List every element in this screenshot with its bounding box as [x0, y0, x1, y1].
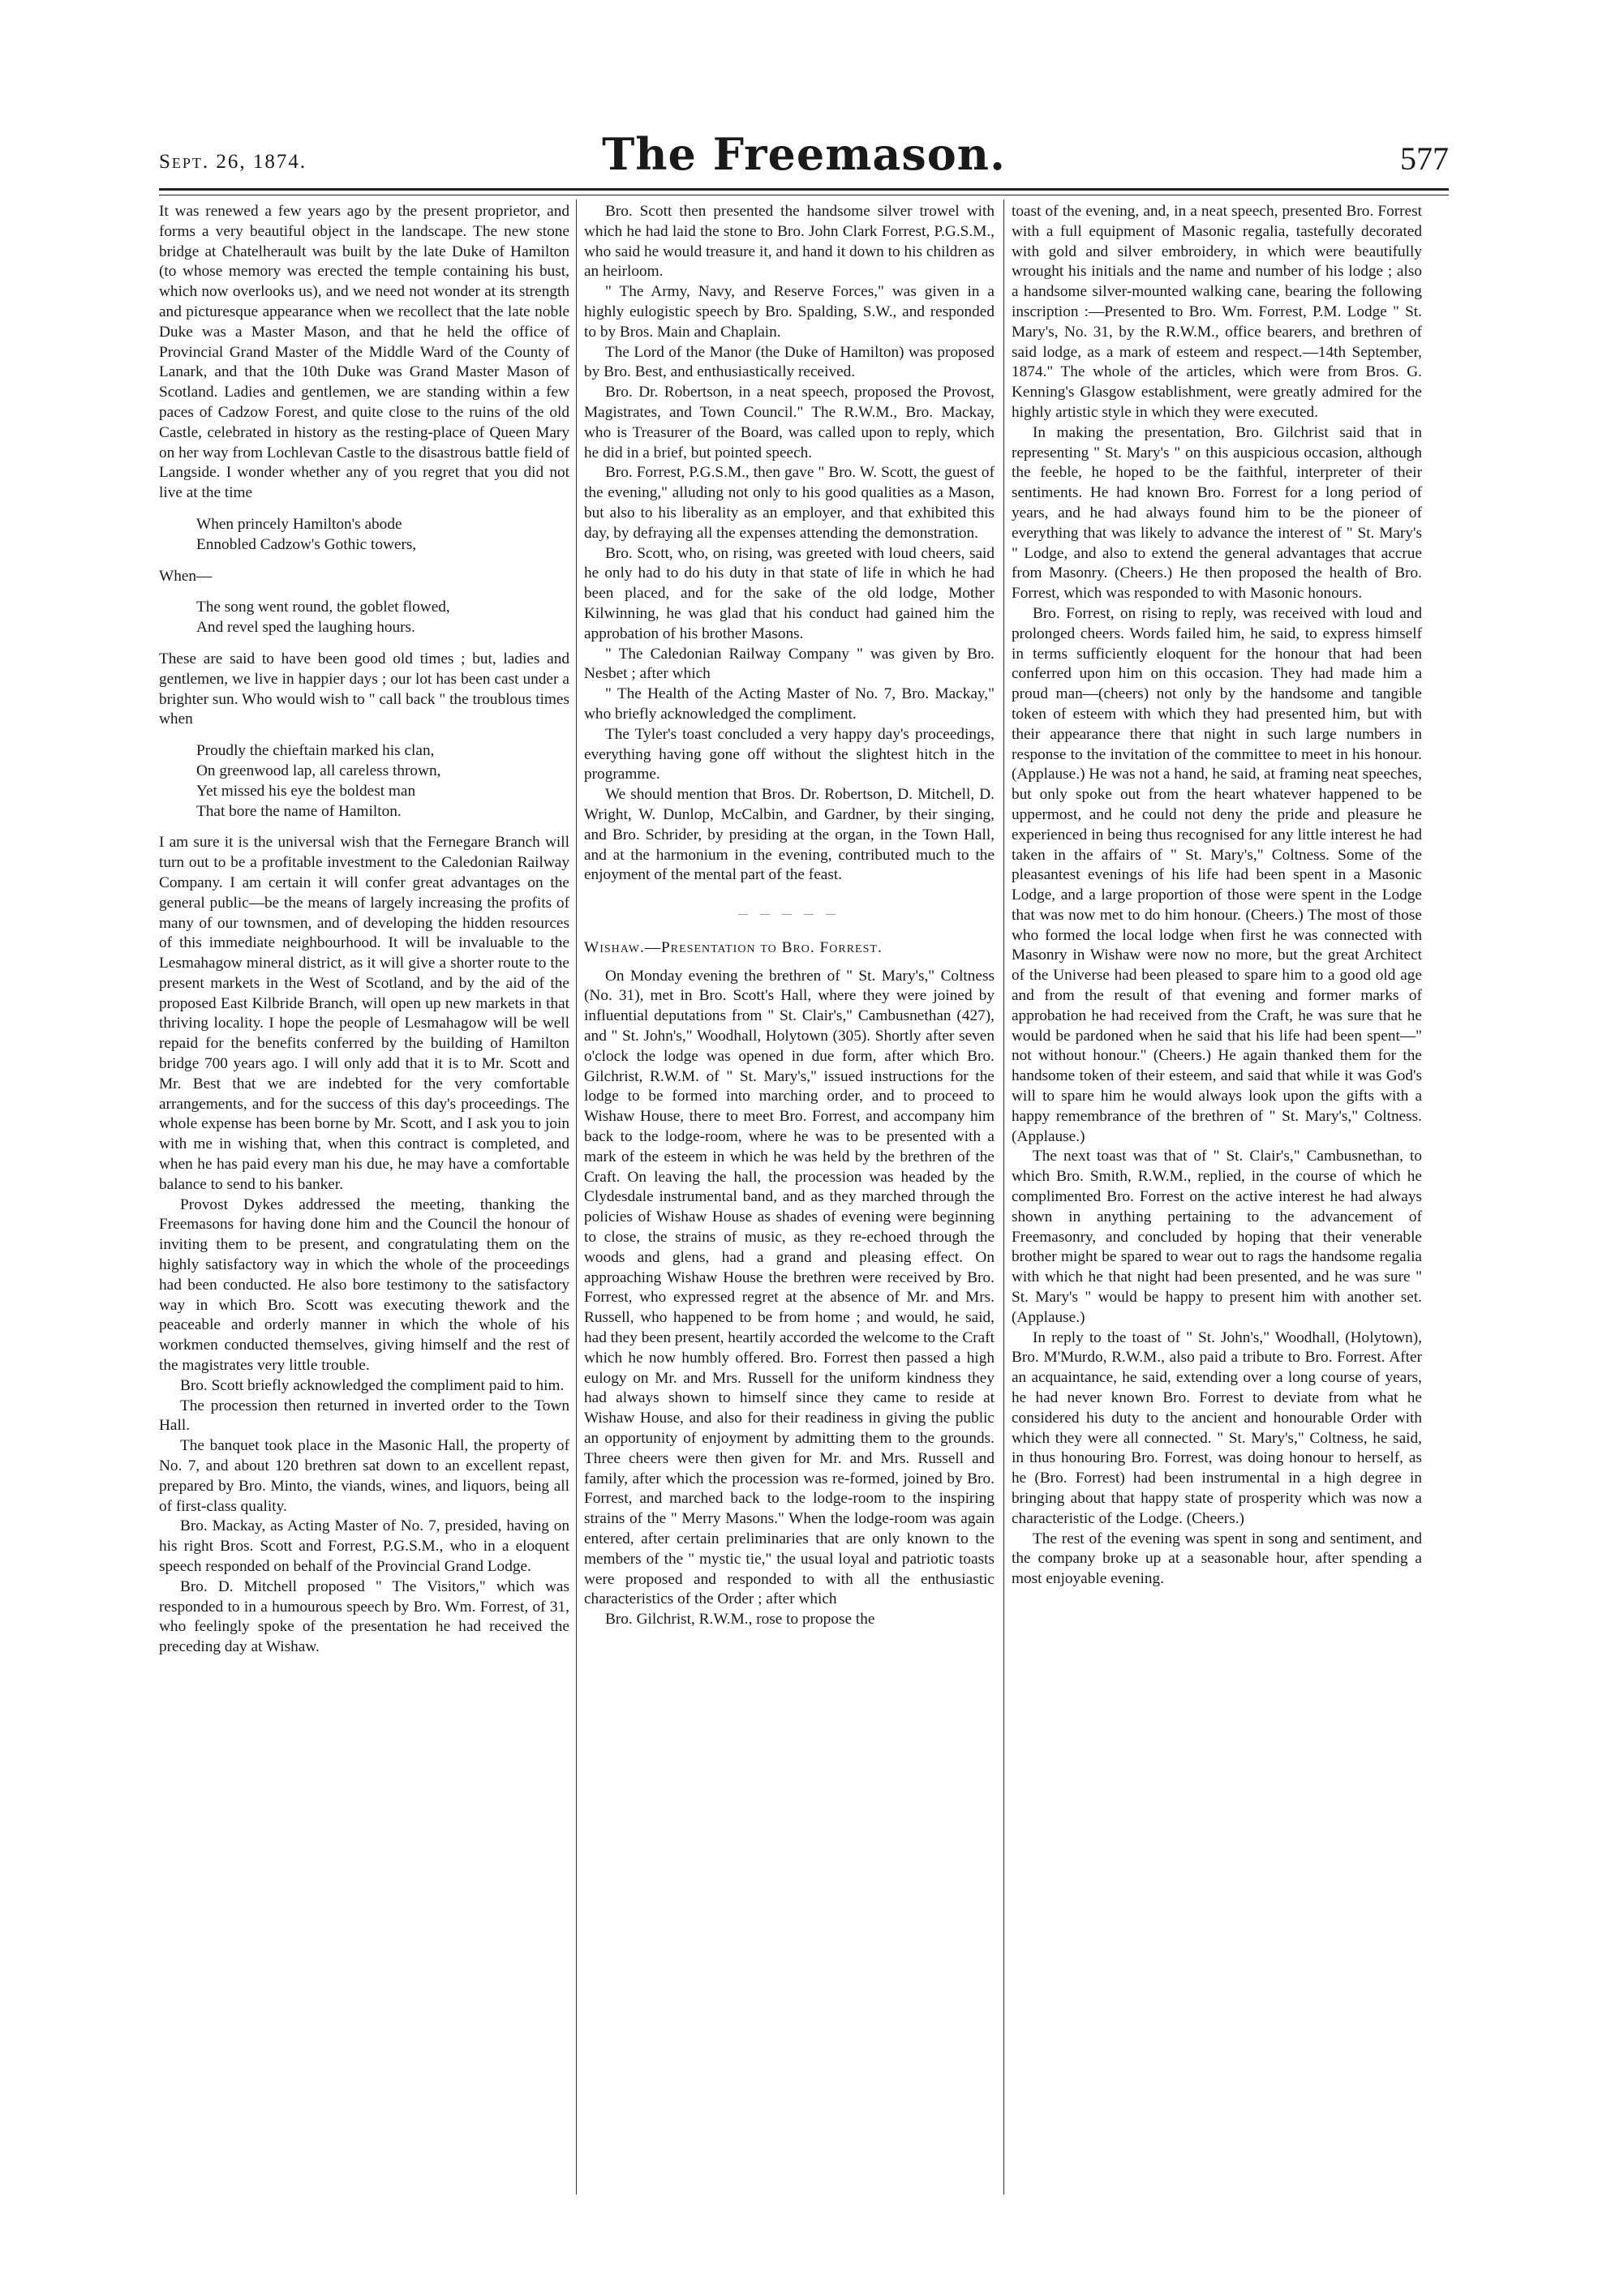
verse-line: Proudly the chieftain marked his clan,: [196, 742, 435, 760]
issue-date: Sept. 26, 1874.: [159, 151, 307, 173]
paragraph: The Tyler's toast concluded a very happy day's proceedings, everything having gone off without the slightest hitch in the programme.: [584, 725, 995, 783]
paragraph: Bro. Dr. Robertson, in a neat speech, proposed the Provost, Magistrates, and Town Council." The R.W.M., Bro. Mackay, who is Treasurer of the Board, was called upon to reply, which he did in a brief, but pointed speech.: [584, 384, 995, 461]
verse-line: Ennobled Cadzow's Gothic towers,: [196, 535, 417, 553]
paragraph: In reply to the toast of " St. John's," Woodhall, (Holytown), Bro. M'Murdo, R.W.M., also paid a tribute to Bro. Forrest. After an acquaintance, he said, extending over a long course of years, he had never known Bro. Forrest to deviate from what he considered his duty to the ancient and honourable Order with which they were all connected. " St. Mary's," Coltness, he said, in thus honouring Bro. Forrest, was doing honour to herself, as he (Bro. Forrest) had been instrumental in a high degree in bringing about that happy state of prosperity which was now a characteristic of the Lodge. (Cheers.): [1012, 1328, 1422, 1527]
paragraph: The Lord of the Manor (the Duke of Hamilton) was proposed by Bro. Best, and enthusiastically received.: [584, 343, 995, 381]
verse-line: The song went round, the goblet flowed,: [196, 599, 450, 616]
paragraph: We should mention that Bros. Dr. Robertson, D. Mitchell, D. Wright, W. Dunlop, McCalbin, and Gardner, by their singing, and Bro. Schrider, by presiding at the organ, in the Town Hall, and at the harmonium in the evening, contributed much to the enjoyment of the mental part of the feast.: [584, 786, 995, 884]
column-divider: [576, 200, 577, 2195]
paragraph: I am sure it is the universal wish that the Fernegare Branch will turn out to be a profitable investment to the Caledonian Railway Company. I am certain it will confer great advantages on the general public—be the means of largely increasing the profits of many of our townsmen, and of developing the hidden resources of this immediate neighbourhood. It will be invaluable to the Lesmahagow mineral district, as it will give a shorter route to the present markets in the West of Scotland, and by the aid of the proposed East Kilbride Branch, will open up new markets in that thriving locality. I hope the people of Lesmahagow will be well repaid for the benefits conferred by the building of Hamilton bridge 700 years ago. I will only add that it is to Mr. Scott and Mr. Best that we are indebted for the very comfortable arrangements, and for the success of this day's proceedings. The whole expense has been borne by Mr. Scott, and I ask you to join with me in wishing that, when this contract is completed, and when he has paid every man his due, he may have a comfortable balance to send to his banker.: [159, 834, 569, 1193]
paragraph: The banquet took place in the Masonic Hall, the property of No. 7, and about 120 brethren sat down to an excellent repast, prepared by Bro. Minto, the viands, wines, and liquors, being all of first-class quality.: [159, 1437, 569, 1515]
paragraph: " The Army, Navy, and Reserve Forces," was given in a highly eulogistic speech by Bro. Spalding, S.W., and responded to by Bros. Main and Chaplain.: [584, 283, 995, 341]
paragraph: Bro. Scott, who, on rising, was greeted with loud cheers, said he only had to do his duty in that state of life in which he had been placed, and for the sake of the old lodge, Mother Kilwinning, he was glad that his conduct had gained him the approbation of his brother Masons.: [584, 544, 995, 642]
verse-line: When princely Hamilton's abode: [196, 515, 402, 533]
column-1: [159, 202, 569, 1658]
verse-line: Yet missed his eye the boldest man: [196, 782, 416, 800]
paragraph: Bro. Forrest, on rising to reply, was received with loud and prolonged cheers. Words failed him, he said, to express himself in terms sufficiently eloquent for the honour that had been conferred upon him on this occasion. They had made him a proud man—(cheers) not only by the handsome and tangible token of esteem with which they had presented him, but with their appearance there that night in such large numbers in response to the invitation of the committee to meet in his honour. (Applause.) He was not a hand, he said, at framing neat speeches, but only spoke out from the heart whatever happened to be uppermost, and he could not deny the pride and pleasure he experienced in being thus recognised for any little interest he had taken in the affairs of " St. Mary's," Coltness. Some of the pleasantest evenings of his life had been spent in a Masonic Lodge, and a large proportion of those were spent in the Lodge that was now met to do him honour. (Cheers.) The most of those who formed the local lodge when first he was connected with Masonry in Wishaw were now no more, but the great Architect of the Universe had been pleased to spare him to a good old age and from the result of that evening and former marks of approbation he had received from the Craft, he was sure that he would be pardoned when he said that his life had been spent—" not without honour." (Cheers.) He again thanked them for the handsome token of their esteem, and said that while it was God's will to spare him he would always look upon the gifts with a happy remembrance of the brethren of " St. Mary's," Coltness. (Applause.): [1012, 604, 1422, 1145]
article-heading-text: Wishaw.—Presentation to Bro. Forrest.: [584, 938, 883, 956]
page-number: 577: [1400, 140, 1449, 177]
paragraph: It was renewed a few years ago by the present proprietor, and forms a very beautiful object in the landscape. The new stone bridge at Chatelherault was built by the late Duke of Hamilton (to whose memory was erected the temple containing his bust, which now overlooks us), and we need not wonder at its strength and picturesque appearance when we recollect that the late noble Duke was a Master Mason, and that he held the office of Provincial Grand Master of the Middle Ward of the County of Lanark, and that the 10th Duke was Grand Master Mason of Scotland. Ladies and gentlemen, we are standing within a few paces of Cadzow Forest, and quite close to the ruins of the old Castle, celebrated in history as the resting-place of Queen Mary on her way from Lochlevan Castle to the disastrous battle field of Langside. I wonder whether any of you regret that you did not live at the time: [159, 203, 569, 502]
paragraph: The rest of the evening was spent in song and sentiment, and the company broke up at a seasonable hour, after spending a most enjoyable evening.: [1012, 1530, 1422, 1588]
paragraph: These are said to have been good old times ; but, ladies and gentlemen, we live in happier days ; our lot has been cast under a brighter sun. Who would wish to " call back " the troublous times when: [159, 650, 569, 728]
paragraph: Bro. Scott briefly acknowledged the compliment paid to him.: [180, 1376, 565, 1394]
verse-line: On greenwood lap, all careless thrown,: [196, 762, 441, 779]
masthead: [159, 128, 1449, 185]
column-2: [584, 202, 995, 1630]
paragraph: " The Caledonian Railway Company " was given by Bro. Nesbet ; after which: [584, 645, 995, 683]
verse: [196, 515, 569, 556]
paragraph: " The Health of the Acting Master of No. 7, Bro. Mackay," who briefly acknowledged the compliment.: [584, 685, 995, 723]
column-3: [1012, 202, 1422, 1590]
paragraph: In making the presentation, Bro. Gilchrist said that in representing " St. Mary's " on this auspicious occasion, although the feeble, he hoped to be the faithful, interpreter of their sentiments. He had known Bro. Forrest for a long period of years, and he had always found him to be the pioneer of everything that was likely to advance the interest of " St. Mary's " Lodge, and also to extend the general advantages that accrue from Masonry. (Cheers.) He then proposed the health of Bro. Forrest, which was responded to with Masonic honours.: [1012, 423, 1422, 603]
paragraph: On Monday evening the brethren of " St. Mary's," Coltness (No. 31), met in Bro. Scott's Hall, where they were joined by influential deputations from " St. Clair's," Cambusnethan (427), and " St. John's," Woodhall, Holytown (305). Shortly after seven o'clock the lodge was opened in due form, after which Bro. Gilchrist, R.W.M. of " St. Mary's," issued instructions for the lodge to be formed into marching order, and to proceed to Wishaw House, there to meet Bro. Forrest, and accompany him back to the lodge-room, where he was to be presented with a mark of the esteem in which he was held by the brethren of the Craft. On leaving the hall, the procession was headed by the Clydesdale instrumental band, and as they marched through the policies of Wishaw House as shades of evening were beginning to close, the strains of music, as they re-echoed through the woods and glens, had a grand and pleasing effect. On approaching Wishaw House the brethren were received by Bro. Forrest, who expressed regret at the absence of Mr. and Mrs. Russell, who happened to be from home ; and would, he said, had they been present, heartily accorded the welcome to the Craft which he now humbly offered. Bro. Forrest then passed a high eulogy on Mr. and Mrs. Russell for the uniform kindness they had always shown to himself since they came to reside at Wishaw House, and also for their readiness in giving the public an opportunity of enjoyment by admitting them to the grounds. Three cheers were then given for Mr. and Mrs. Russell and family, after which the procession was re-formed, joined by Bro. Forrest, and marched back to the lodge-room to the inspiring strains of the " Merry Masons." When the lodge-room was again entered, after certain preliminaries that are only known to the members of the " mystic tie," the usual loyal and patriotic toasts were proposed and responded to with all the enthusiastic characteristics of the Order ; after which: [584, 967, 995, 1608]
paragraph: Bro. D. Mitchell proposed " The Visitors," which was responded to in a humourous speech by Bro. Wm. Forrest, of 31, who feelingly spoke of the presentation he had received the preceding day at Wishaw.: [159, 1577, 569, 1656]
paragraph: Bro. Mackay, as Acting Master of No. 7, presided, having on his right Bros. Scott and Forrest, P.G.S.M., who in a eloquent speech responded on behalf of the Provincial Grand Lodge.: [159, 1517, 569, 1575]
paragraph: Bro. Forrest, P.G.S.M., then gave " Bro. W. Scott, the guest of the evening," alluding not only to his good qualities as a Mason, but also to his liberality as an employer, and that exhibited this day, by defraying all the expenses attending the demonstration.: [584, 464, 995, 542]
paragraph: The next toast was that of " St. Clair's," Cambusnethan, to which Bro. Smith, R.W.M., replied, in the course of which he complimented Bro. Forrest on the active interest he had always shown in anything pertaining to the advancement of Freemasonry, and concluded by hoping that their venerable brother might be spared to wear out to rags the handsome regalia with which he that night had been presented, and he was sure " St. Mary's " would be happy to present him with another set. (Applause.): [1012, 1148, 1422, 1326]
section-separator: — — — — —: [738, 908, 840, 920]
paragraph: toast of the evening, and, in a neat speech, presented Bro. Forrest with a full equipment of Masonic regalia, tastefully decorated with gold and silver embroidery, in which were beautifully wrought his initials and the name and number of his lodge ; also a handsome silver-mounted walking cane, bearing the following inscription :—Presented to Bro. Wm. Forrest, P.M. Lodge " St. Mary's, No. 31, by the R.W.M., office bearers, and brethren of said lodge, as a mark of esteem and respect.—14th September, 1874." The whole of the articles, which were from Bros. G. Kenning's Glasgow establishment, were greatly admired for the highly artistic style in which they were executed.: [1012, 203, 1422, 421]
paragraph: Bro. Scott then presented the handsome silver trowel with which he had laid the stone to Bro. John Clark Forrest, P.G.S.M., who said he would treasure it, and hand it down to his children as an heirloom.: [584, 203, 995, 281]
paragraph: Bro. Gilchrist, R.W.M., rose to propose the: [605, 1611, 875, 1629]
article-heading: [584, 938, 995, 959]
verse: [196, 741, 569, 822]
paragraph: The procession then returned in inverted order to the Town Hall.: [159, 1397, 569, 1435]
verse-line: And revel sped the laughing hours.: [196, 619, 415, 637]
verse: [196, 598, 569, 638]
masthead-rule-thick: [159, 188, 1449, 191]
verse-interjection: When—: [159, 567, 213, 585]
verse-line: That bore the name of Hamilton.: [196, 802, 402, 820]
column-divider: [1003, 200, 1004, 2195]
paragraph: Provost Dykes addressed the meeting, thanking the Freemasons for having done him and the Council the honour of inviting them to be present, and congratulating them on the highly satisfactory way in which the whole of the proceedings had been conducted. He also bore testimony to the satisfactory way in which Bro. Scott was executing thework and the peaceable and orderly manner in which the whole of his workmen conducted themselves, giving himself and the rest of the magistrates very little trouble.: [159, 1195, 569, 1375]
newspaper-title: The Freemason.: [602, 128, 1006, 180]
